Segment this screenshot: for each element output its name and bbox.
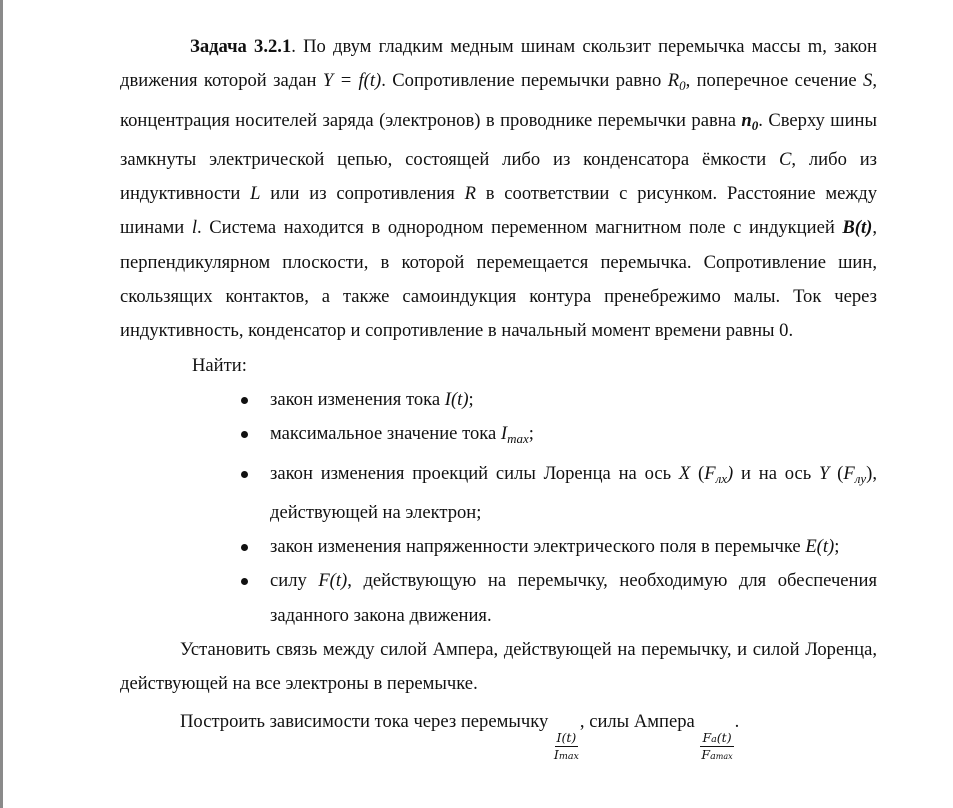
find-label: Найти: xyxy=(192,354,247,376)
problem-heading: Задача 3.2.1 xyxy=(190,36,292,57)
list-item: силу F(t), действующую на перемычку, необходимую для обеспечения заданного закона движения. xyxy=(270,564,877,633)
plot-paragraph: Построить зависимости тока через перемычку $\frac{I(t)}{Imax}$ , силы Ампера $\frac{Fa(t)}{Famax}$ . xyxy=(180,710,740,763)
list-item: закон изменения тока I(t); xyxy=(270,383,877,417)
problem-statement: Задача 3.2.1. По двум гладким медным шинам скользит перемычка массы m, закон движения которой задан Y = f(t). Сопротивление перемычки равно $R_0$, поперечное сечение S, концентрация носителей заряда (электронов) в проводнике перемычки равна $n_0$. Сверху шины замкнуты электрической цепью, состоящей либо из конденсатора ёмкости C, либо из индуктивности L или из сопротивления R в соответствии с рисунком. Расстояние между шинами l. Система находится в однородном переменном магнитном поле с индукцией B(t), перпендикулярном плоскости, в которой перемещается перемычка. Сопротивление шин, скользящих контактов, а также самоиндукция контура пренебрежимо малы. Ток через индуктивность, конденсатор и сопротивление в начальный момент времени равны 0. xyxy=(120,36,877,342)
list-item: закон изменения напряженности электрического поля в перемычке E(t); xyxy=(270,530,877,564)
ampere-ratio-fraction: $\frac{Fa(t)}{Famax}$ xyxy=(701,729,733,763)
find-list xyxy=(120,383,877,633)
list-item: максимальное значение тока $I_{max}$; xyxy=(270,417,877,456)
list-item: закон изменения проекций силы Лоренца на ось X $(F_{лx})$ и на ось Y $(F_{лy})$, действующей на электрон; xyxy=(270,457,877,531)
current-ratio-fraction: $\frac{I(t)}{Imax}$ xyxy=(553,729,579,763)
document-page xyxy=(120,30,877,762)
relation-paragraph: Установить связь между силой Ампера, действующей на перемычку, и силой Лоренца, действующей на все электроны в перемычке. xyxy=(120,639,877,695)
page-left-border xyxy=(0,0,3,808)
